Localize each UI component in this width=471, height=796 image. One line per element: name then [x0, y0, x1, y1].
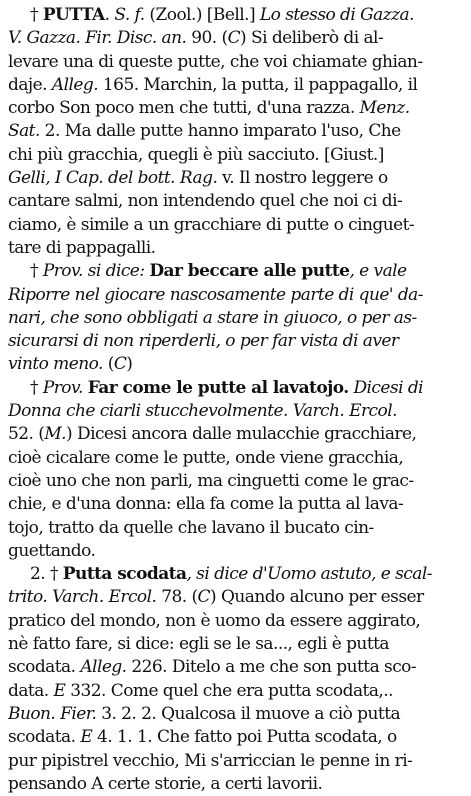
- text-line: [8, 27, 465, 50]
- body-text: ciamo, è simile a un gracchiare di putte o cinguet-: [8, 214, 415, 235]
- body-text: scodata.: [8, 657, 81, 678]
- citation-text: Gelli, I Cap. del bott. Rag.: [8, 168, 218, 189]
- headword-text: Far come le putte al lavatojo.: [87, 377, 349, 398]
- text-line: [8, 540, 465, 563]
- text-line: [8, 750, 465, 773]
- text-line: [8, 633, 465, 656]
- text-line: [8, 517, 465, 540]
- text-line: [8, 237, 465, 260]
- text-line: [8, 447, 465, 470]
- citation-text: E: [80, 727, 93, 748]
- body-text: 78. (: [156, 587, 198, 608]
- body-text: 90. (: [186, 28, 228, 49]
- body-text: 2. Ma dalle putte hanno imparato l'uso, Che: [39, 121, 401, 142]
- body-text: .: [104, 5, 115, 25]
- text-line: [8, 400, 465, 423]
- text-line: [8, 656, 465, 679]
- text-line: [8, 703, 465, 726]
- body-text: 226. Ditelo a me che son putta sco-: [126, 657, 417, 678]
- body-text: daje.: [8, 74, 52, 95]
- body-text: 2. †: [30, 564, 63, 585]
- text-line: [8, 120, 465, 143]
- citation-text: Sat.: [8, 121, 40, 142]
- text-line: [8, 586, 465, 609]
- body-text: nè fatto fare, si dice: egli se le sa..., egli è putta: [8, 634, 389, 655]
- citation-text: nari, che sono obbligati a stare in giuoco, o per as-: [8, 307, 417, 328]
- text-line: [8, 726, 465, 749]
- body-text: †: [30, 377, 43, 398]
- body-text: 4. 1. 1. Che fatto poi Putta scodata, o: [92, 727, 397, 748]
- body-text: 165. Marchin, la putta, il pappagallo, il: [98, 74, 418, 95]
- text-line: [8, 493, 465, 516]
- text-line: [8, 214, 465, 237]
- entry-paragraph: [8, 4, 465, 260]
- headword-text: Putta scodata: [62, 564, 187, 585]
- body-text: ) Dicesi ancora dalle mulacchie gracchiare,: [66, 424, 417, 445]
- body-text: (: [102, 354, 114, 375]
- body-text: cioè uno che non parli, ma cinguetti come le grac-: [8, 470, 414, 491]
- text-line: [8, 167, 465, 190]
- citation-text: vinto meno.: [8, 354, 103, 375]
- citation-text: Buon. Fier.: [8, 703, 97, 724]
- text-line: [8, 74, 465, 97]
- citation-text: Dicesi di: [348, 377, 424, 398]
- citation-text: Donna che ciarli stucchevolmente. Varch. Ercol.: [8, 401, 397, 422]
- text-line: [8, 97, 465, 120]
- headword-text: PUTTA: [42, 5, 105, 25]
- citation-text: trito. Varch. Ercol.: [8, 587, 157, 608]
- citation-text: Alleg.: [80, 657, 127, 678]
- body-text: †: [30, 5, 43, 25]
- body-text: corbo Son poco men che tutti, d'una razza.: [8, 98, 360, 119]
- headword-text: Dar beccare alle putte: [149, 261, 350, 282]
- citation-text: Prov. si dice:: [42, 261, 150, 282]
- citation-text: Lo stesso di Gazza.: [259, 5, 414, 25]
- text-line: [8, 51, 465, 74]
- dictionary-entry-putta: [8, 4, 465, 796]
- text-line: [8, 423, 465, 446]
- citation-text: C: [227, 28, 241, 49]
- citation-text: E: [53, 680, 66, 701]
- text-line: [8, 680, 465, 703]
- body-text: chi più gracchia, quegli è più sacciuto. [Giust.]: [8, 144, 384, 165]
- body-text: (Zool.) [Bell.]: [144, 5, 260, 25]
- citation-text: S. f.: [114, 5, 145, 25]
- text-line: [8, 353, 465, 376]
- body-text: chie, e d'una donna: ella fa come la putta al lava-: [8, 494, 404, 515]
- body-text: 52. (: [8, 424, 45, 445]
- body-text: pensando A certe storie, a certi lavorii.: [8, 773, 323, 794]
- text-line: [8, 330, 465, 353]
- entry-paragraph: [8, 260, 465, 376]
- body-text: scodata.: [8, 727, 81, 748]
- body-text: levare una di queste putte, che voi chiamate ghian-: [8, 51, 423, 72]
- citation-text: C: [197, 587, 211, 608]
- citation-text: Menz.: [359, 98, 410, 119]
- body-text: guettando.: [8, 540, 96, 561]
- text-line: [8, 610, 465, 633]
- text-line: [8, 144, 465, 167]
- body-text: data.: [8, 680, 54, 701]
- citation-text: Alleg.: [51, 74, 99, 95]
- text-line: [8, 307, 465, 330]
- body-text: ): [126, 354, 133, 375]
- citation-text: sicurarsi di non riperderli, o per far vista di aver: [8, 331, 399, 352]
- text-line: [8, 4, 465, 27]
- text-line: [8, 773, 465, 796]
- text-line: [8, 284, 465, 307]
- text-line: [8, 377, 465, 400]
- body-text: v. Il nostro leggere o: [217, 168, 388, 189]
- citation-text: , e vale: [349, 261, 407, 282]
- body-text: cantare salmi, non intendendo quel che noi ci di-: [8, 191, 403, 212]
- text-line: [8, 190, 465, 213]
- body-text: †: [30, 261, 43, 282]
- body-text: pur pipistrel vecchio, Mi s'arriccian le penne in ri-: [8, 750, 413, 771]
- body-text: cioè cicalare come le putte, onde viene gracchia,: [8, 447, 404, 468]
- body-text: ) Quando alcuno per esser: [210, 587, 424, 608]
- citation-text: V. Gazza. Fir. Disc. an.: [8, 28, 187, 49]
- body-text: pratico del mondo, non è uomo da essere aggirato,: [8, 610, 421, 631]
- entry-paragraph: [8, 377, 465, 563]
- body-text: ) Si deliberò di al-: [240, 28, 384, 49]
- citation-text: M.: [44, 424, 67, 445]
- body-text: tare di pappagalli.: [8, 237, 156, 258]
- citation-text: , si dice d'Uomo astuto, e scal-: [186, 564, 432, 585]
- text-line: [8, 470, 465, 493]
- text-line: [8, 260, 465, 283]
- citation-text: Prov.: [42, 377, 88, 398]
- body-text: 3. 2. 2. Qualcosa il muove a ciò putta: [96, 703, 401, 724]
- citation-text: Riporre nel giocare nascosamente parte di que' da-: [8, 284, 423, 305]
- text-line: [8, 563, 465, 586]
- entry-paragraph: [8, 563, 465, 796]
- body-text: tojo, tratto da quelle che lavano il bucato cin-: [8, 517, 374, 538]
- body-text: 332. Come quel che era putta scodata,..: [65, 680, 393, 701]
- citation-text: C: [113, 354, 127, 375]
